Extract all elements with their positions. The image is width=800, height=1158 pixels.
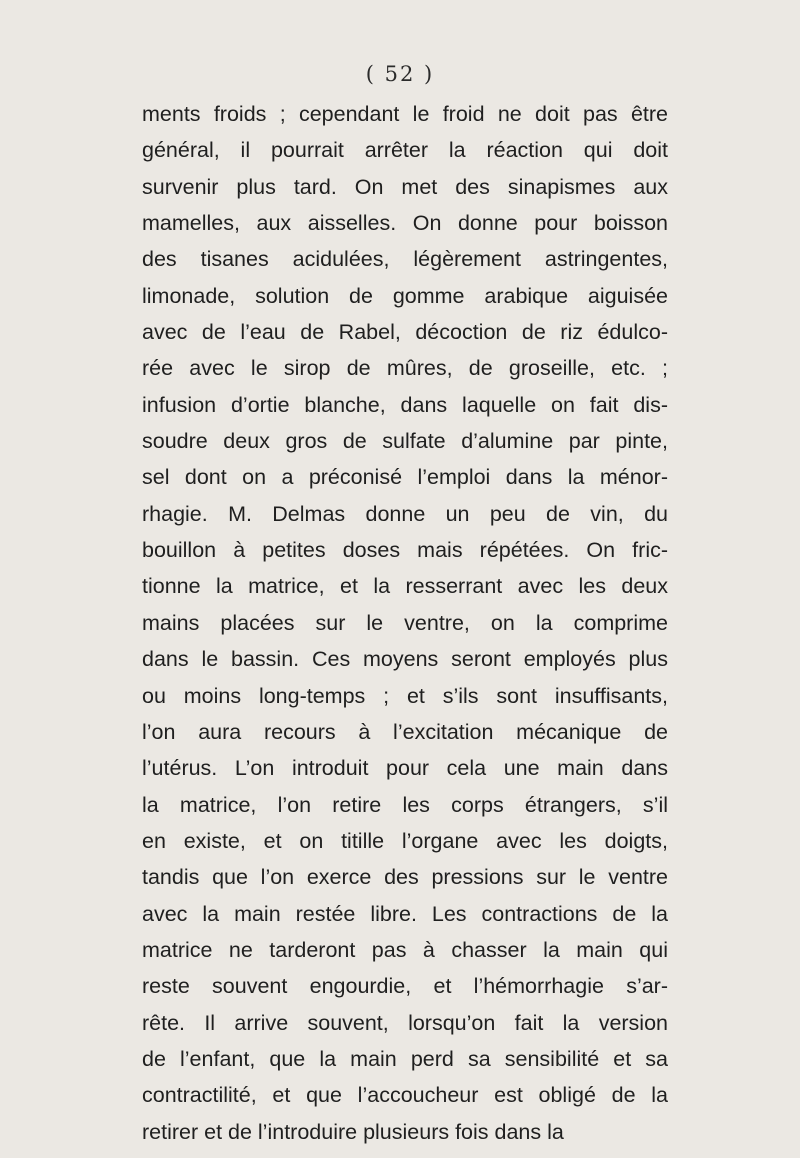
text-line: dans le bassin. Ces moyens seront employés plus — [142, 647, 668, 672]
page-number: ( 52 ) — [365, 62, 435, 86]
text-line: reste souvent engourdie, et l’hémorrhagie s’ar- — [142, 974, 668, 999]
body-text — [142, 96, 668, 1150]
text-line: bouillon à petites doses mais répétées. On fric- — [142, 538, 668, 563]
text-line: retirer et de l’introduire plusieurs fois dans la — [142, 1119, 564, 1144]
text-line: général, il pourrait arrêter la réaction qui doit — [142, 138, 668, 163]
text-line: mains placées sur le ventre, on la comprime — [142, 610, 668, 635]
text-line: la matrice, l’on retire les corps étrangers, s’il — [142, 792, 668, 817]
text-line: limonade, solution de gomme arabique aiguisée — [142, 283, 668, 308]
text-line: rhagie. M. Delmas donne un peu de vin, du — [142, 501, 668, 526]
text-line: ou moins long-temps ; et s’ils sont insuffisants, — [142, 683, 668, 708]
text-line: l’on aura recours à l’excitation mécanique de — [142, 719, 668, 744]
text-line: avec de l’eau de Rabel, décoction de riz édulco- — [142, 320, 668, 345]
text-line: tandis que l’on exerce des pressions sur le ventre — [142, 865, 668, 890]
text-line: l’utérus. L’on introduit pour cela une main dans — [142, 756, 668, 781]
text-line: mamelles, aux aisselles. On donne pour boisson — [142, 211, 668, 236]
text-line: matrice ne tarderont pas à chasser la main qui — [142, 937, 668, 962]
text-line: avec la main restée libre. Les contractions de la — [142, 901, 668, 926]
text-line: sel dont on a préconisé l’emploi dans la ménor- — [142, 465, 668, 490]
text-line: tionne la matrice, et la resserrant avec les deux — [142, 574, 668, 599]
text-line: des tisanes acidulées, légèrement astringentes, — [142, 247, 668, 272]
text-line: soudre deux gros de sulfate d’alumine par pinte, — [142, 429, 668, 454]
text-line: infusion d’ortie blanche, dans laquelle on fait dis- — [142, 392, 668, 417]
text-line: contractilité, et que l’accoucheur est obligé de la — [142, 1083, 668, 1108]
text-line: rée avec le sirop de mûres, de groseille, etc. ; — [142, 356, 668, 381]
text-line: de l’enfant, que la main perd sa sensibilité et sa — [142, 1046, 668, 1071]
text-line: en existe, et on titille l’organe avec les doigts, — [142, 828, 668, 853]
text-line: ments froids ; cependant le froid ne doit pas être — [142, 102, 668, 126]
text-line: survenir plus tard. On met des sinapismes aux — [142, 174, 668, 199]
text-line: rête. Il arrive souvent, lorsqu’on fait la version — [142, 1010, 668, 1035]
